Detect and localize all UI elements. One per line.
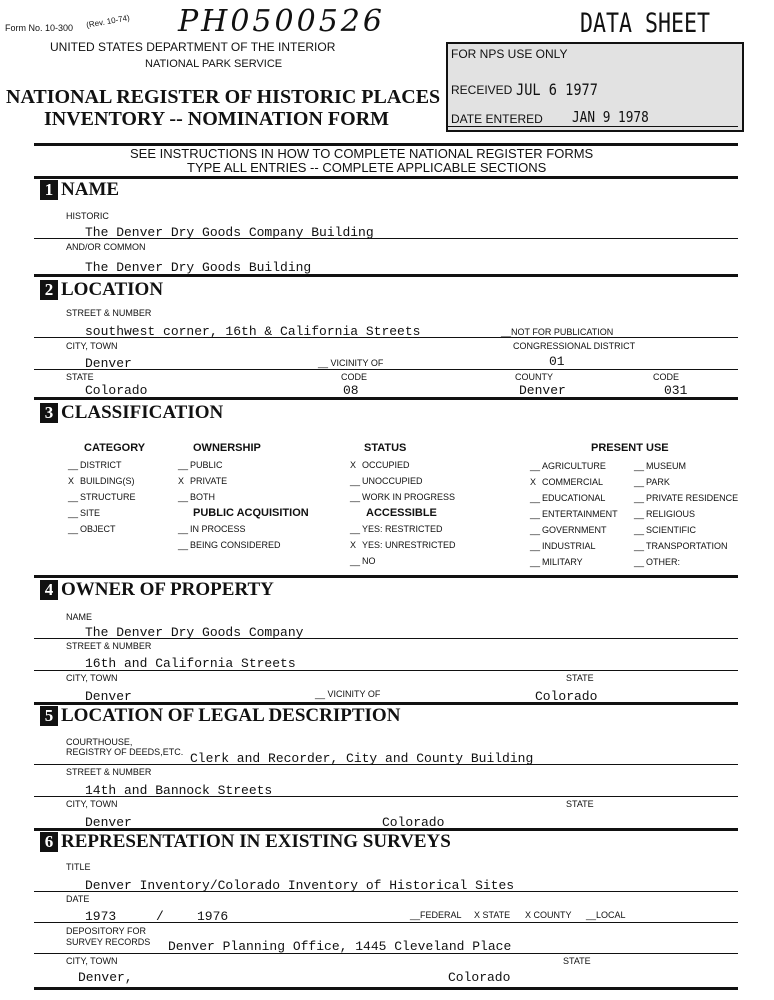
section-title: LOCATION (61, 279, 164, 300)
code-value[interactable]: 08 (343, 383, 359, 398)
survey-date-value1[interactable]: 1973 (85, 909, 117, 924)
survey-state-value[interactable]: Colorado (448, 970, 511, 985)
option-object[interactable]: __ OBJECT (68, 524, 116, 534)
status-options (350, 457, 455, 505)
owner-street-label: STREET & NUMBER (66, 641, 152, 651)
accessible-head: ACCESSIBLE (366, 507, 437, 519)
section-6-heading (40, 832, 451, 852)
option-both[interactable]: __ BOTH (178, 492, 216, 502)
legal-street-label: STREET & NUMBER (66, 767, 152, 777)
instructions-line1: SEE INSTRUCTIONS IN HOW TO COMPLETE NATIONAL REGISTER FORMS (130, 146, 594, 161)
accessible-options (350, 521, 456, 569)
legal-city-label: CITY, TOWN (66, 799, 118, 809)
option-industrial[interactable]: __ INDUSTRIAL (530, 541, 596, 551)
option-scientific[interactable]: __ SCIENTIFIC (634, 525, 697, 535)
depository-label2: SURVEY RECORDS (66, 937, 151, 947)
present-use-right (634, 458, 738, 570)
option-district[interactable]: __ DISTRICT (68, 460, 122, 470)
section-title: CLASSIFICATION (61, 402, 224, 423)
present-use-left (530, 458, 618, 570)
city-value[interactable]: Denver (85, 356, 132, 371)
instructions-line2: TYPE ALL ENTRIES -- COMPLETE APPLICABLE SECTIONS (187, 160, 547, 175)
county-value[interactable]: Denver (519, 383, 566, 398)
ownership-head: OWNERSHIP (193, 442, 261, 454)
nps-use-box (446, 42, 744, 132)
owner-name-label: NAME (66, 612, 93, 622)
courthouse-label: COURTHOUSE, (66, 737, 133, 747)
option-occupied[interactable]: X OCCUPIED (350, 460, 410, 470)
department-name: UNITED STATES DEPARTMENT OF THE INTERIOR (50, 40, 336, 54)
section-4-heading (40, 580, 274, 600)
code2-label: CODE (653, 372, 680, 382)
owner-vicinity[interactable]: __ VICINITY OF (315, 689, 381, 699)
option-no[interactable]: __ NO (350, 556, 376, 566)
historic-label: HISTORIC (66, 211, 109, 221)
legal-state-label: STATE (566, 799, 594, 809)
category-head: CATEGORY (84, 442, 146, 454)
option-museum[interactable]: __ MUSEUM (634, 461, 686, 471)
option-buildings[interactable]: X BUILDING(S) (68, 476, 135, 486)
present-use-head: PRESENT USE (591, 442, 669, 454)
owner-street-value[interactable]: 16th and California Streets (85, 656, 296, 671)
registry-label: REGISTRY OF DEEDS,ETC. (66, 747, 184, 757)
section-5-heading (40, 706, 400, 726)
option-educational[interactable]: __ EDUCATIONAL (530, 493, 606, 503)
option-yes-unrestricted[interactable]: X YES: UNRESTRICTED (350, 540, 456, 550)
form-number: Form No. 10-300 (5, 23, 74, 33)
legal-city-value[interactable]: Denver (85, 815, 132, 830)
section-title: LOCATION OF LEGAL DESCRIPTION (61, 705, 401, 726)
received-stamp: JUL 6 1977 (516, 80, 598, 99)
section-number: 4 (40, 580, 58, 600)
survey-date-value2[interactable]: 1976 (197, 909, 229, 924)
owner-state-label: STATE (566, 673, 594, 683)
state-value[interactable]: Colorado (85, 383, 148, 398)
option-private-residence[interactable]: __ PRIVATE RESIDENCE (634, 493, 739, 503)
vicinity-of[interactable]: __ VICINITY OF (318, 358, 384, 368)
not-for-publication[interactable]: __NOT FOR PUBLICATION (501, 327, 614, 337)
survey-title-label: TITLE (66, 862, 91, 872)
acquisition-head: PUBLIC ACQUISITION (193, 507, 309, 519)
ownership-options (178, 457, 227, 505)
option-park[interactable]: __ PARK (634, 477, 670, 487)
survey-date-label: DATE (66, 894, 90, 904)
street-value[interactable]: southwest corner, 16th & California Streets (85, 324, 421, 339)
option-military[interactable]: __ MILITARY (530, 557, 583, 567)
instructions-rule (34, 176, 738, 179)
survey-city-value[interactable]: Denver, (78, 970, 133, 985)
section-title: NAME (61, 179, 120, 200)
received-label: RECEIVED (451, 83, 513, 97)
option-public[interactable]: __ PUBLIC (178, 460, 223, 470)
county-label: COUNTY (515, 372, 553, 382)
option-private[interactable]: X PRIVATE (178, 476, 228, 486)
option-entertainment[interactable]: __ ENTERTAINMENT (530, 509, 618, 519)
street-label: STREET & NUMBER (66, 308, 152, 318)
owner-city-label: CITY, TOWN (66, 673, 118, 683)
date-entered-stamp: JAN 9 1978 (572, 108, 649, 126)
survey-state-label: STATE (563, 956, 591, 966)
survey-federal[interactable]: __FEDERAL (410, 910, 462, 920)
nps-box-label: FOR NPS USE ONLY (451, 47, 568, 61)
data-sheet-label: DATA SHEET (580, 8, 711, 39)
service-name: NATIONAL PARK SERVICE (145, 58, 283, 70)
option-commercial[interactable]: X COMMERCIAL (530, 477, 604, 487)
option-other[interactable]: __ OTHER: (634, 557, 681, 567)
code-label: CODE (341, 372, 368, 382)
historic-value[interactable]: The Denver Dry Goods Company Building (85, 225, 374, 240)
handwritten-id: PH0500526 (178, 4, 385, 39)
acquisition-options (178, 521, 281, 553)
category-options (68, 457, 136, 537)
section-1-heading (40, 180, 119, 200)
depository-label1: DEPOSITORY FOR (66, 926, 147, 936)
section-3-heading (40, 403, 223, 423)
date-entered-label: DATE ENTERED (451, 112, 543, 126)
section-number: 5 (40, 706, 58, 726)
option-agriculture[interactable]: __ AGRICULTURE (530, 461, 606, 471)
option-being-considered[interactable]: __ BEING CONSIDERED (178, 540, 281, 550)
survey-state[interactable]: X STATE (474, 910, 511, 920)
congressional-label: CONGRESSIONAL DISTRICT (513, 341, 636, 351)
state-label: STATE (66, 372, 94, 382)
option-in-process[interactable]: __ IN PROCESS (178, 524, 246, 534)
option-religious[interactable]: __ RELIGIOUS (634, 509, 696, 519)
survey-date-separator: / (156, 909, 164, 924)
option-unoccupied[interactable]: __ UNOCCUPIED (350, 476, 423, 486)
owner-state-value[interactable]: Colorado (535, 689, 598, 704)
city-label: CITY, TOWN (66, 341, 118, 351)
form-title-line2: INVENTORY -- NOMINATION FORM (44, 108, 390, 130)
legal-state-value[interactable]: Colorado (382, 815, 445, 830)
legal-street-value[interactable]: 14th and Bannock Streets (85, 783, 273, 798)
option-government[interactable]: __ GOVERNMENT (530, 525, 607, 535)
section-2-heading (40, 280, 163, 300)
option-work-in-progress[interactable]: __ WORK IN PROGRESS (350, 492, 456, 502)
form-title-line1: NATIONAL REGISTER OF HISTORIC PLACES (6, 86, 441, 108)
survey-city-label: CITY, TOWN (66, 956, 118, 966)
survey-title-value[interactable]: Denver Inventory/Colorado Inventory of Historical Sites (85, 878, 515, 893)
option-yes-restricted[interactable]: __ YES: RESTRICTED (350, 524, 443, 534)
congressional-value[interactable]: 01 (549, 354, 565, 369)
form-revision: (Rev. 10-74) (85, 13, 131, 30)
section-number: 2 (40, 280, 58, 300)
status-head: STATUS (364, 442, 407, 454)
option-structure[interactable]: __ STRUCTURE (68, 492, 136, 502)
common-value[interactable]: The Denver Dry Goods Building (85, 260, 312, 275)
section-number: 1 (40, 180, 58, 200)
option-site[interactable]: __ SITE (68, 508, 101, 518)
section-number: 3 (40, 403, 58, 423)
section-title: REPRESENTATION IN EXISTING SURVEYS (61, 831, 451, 852)
common-label: AND/OR COMMON (66, 242, 146, 252)
depository-value[interactable]: Denver Planning Office, 1445 Cleveland Place (168, 939, 512, 954)
option-transportation[interactable]: __ TRANSPORTATION (634, 541, 728, 551)
owner-name-value[interactable]: The Denver Dry Goods Company (85, 625, 304, 640)
registry-value[interactable]: Clerk and Recorder, City and County Building (190, 751, 534, 766)
section-number: 6 (40, 832, 58, 852)
owner-city-value[interactable]: Denver (85, 689, 132, 704)
code2-value[interactable]: 031 (664, 383, 688, 398)
survey-local[interactable]: __LOCAL (586, 910, 626, 920)
section-title: OWNER OF PROPERTY (61, 579, 274, 600)
survey-county[interactable]: X COUNTY (525, 910, 572, 920)
